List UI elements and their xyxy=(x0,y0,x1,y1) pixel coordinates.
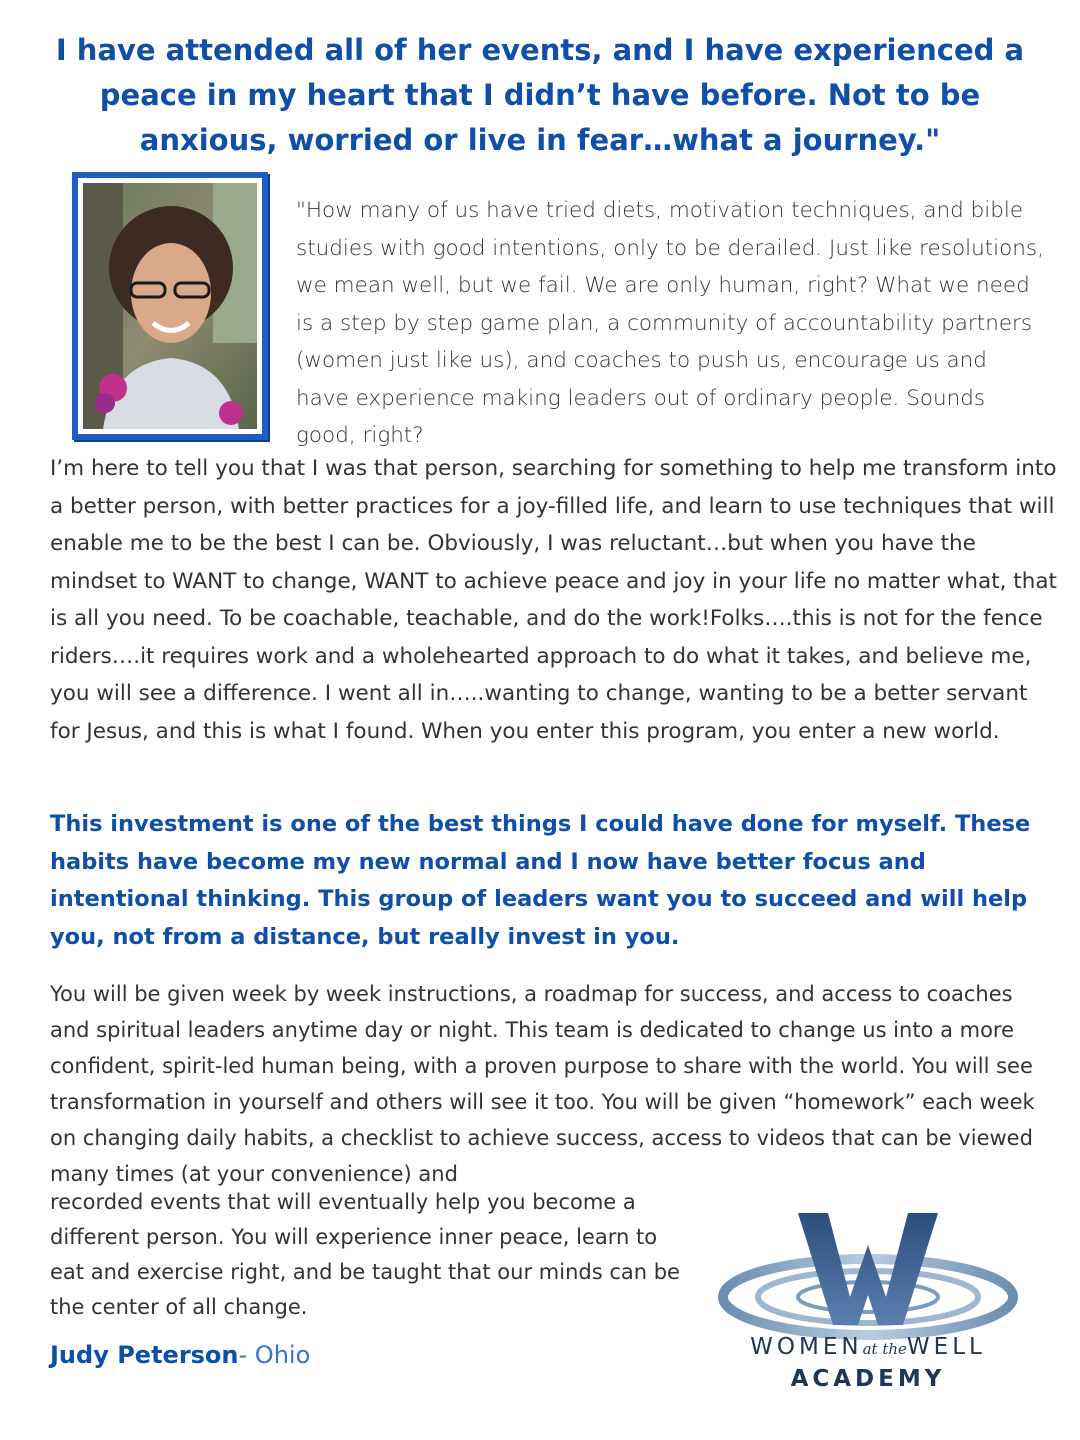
logo-line-1: WOMENat theWELL xyxy=(750,1334,986,1360)
main-paragraph: I’m here to tell you that I was that person, searching for something to help me transform into a better person, with better practices for a joy-filled life, and learn to use techniques that will enable me to be the best I can be. Obviously, I was reluctant…but when you have the mindset to WANT to change, WANT to achieve peace and joy in your life no matter what, that is all you need. To be coachable, teachable, and do the work!Folks….this is not for the fence riders….it requires work and a wholehearted approach to do what it takes, and believe me, you will see a difference. I went all in…..wanting to change, wanting to be a better servant for Jesus, and this is what I found. When you enter this program, you enter a new world. xyxy=(50,456,1057,744)
signature xyxy=(50,1337,310,1373)
highlight-paragraph: This investment is one of the best things I could have done for myself. These habits have become my new normal and I now have better focus and intentional thinking. This group of leaders want you to succeed and will help you, not from a distance, but really invest in you. xyxy=(50,811,1031,950)
closing-paragraph: recorded events that will eventually help you become a different person. You will experience inner peace, learn to eat and exercise right, and be taught that our minds can be the center of all change. xyxy=(50,1190,680,1319)
details-paragraph: You will be given week by week instructions, a roadmap for success, and access to coaches and spiritual leaders anytime day or night. This team is dedicated to change us into a more confident, spirit-led human being, with a proven purpose to share with the world. You will see transformation in yourself and others will see it too. You will be given “homework” each week on changing daily habits, a checklist to achieve success, access to videos that can be viewed many times (at your convenience) and xyxy=(50,982,1035,1186)
author-photo-frame xyxy=(72,172,268,440)
testimonial-headline: I have attended all of her events, and I have experienced a peace in my heart that I didn’t have before. Not to be anxious, worried or live in fear…what a journey." xyxy=(55,33,1025,157)
logo-line-2: ACADEMY xyxy=(790,1366,946,1392)
author-photo xyxy=(83,183,257,429)
signature-name: Judy Peterson xyxy=(50,1341,239,1369)
intro-paragraph: "How many of us have tried diets, motivation techniques, and bible studies with good intentions, only to be derailed. Just like resolutions, we mean well, but we fail. We are only human, right? What we need is a step by step game plan, a community of accountability partners (women just like us), and coaches to push us, encourage us and have experience making leaders out of ordinary people. Sounds good, right? xyxy=(296,198,1044,448)
signature-location: - Ohio xyxy=(238,1341,311,1369)
